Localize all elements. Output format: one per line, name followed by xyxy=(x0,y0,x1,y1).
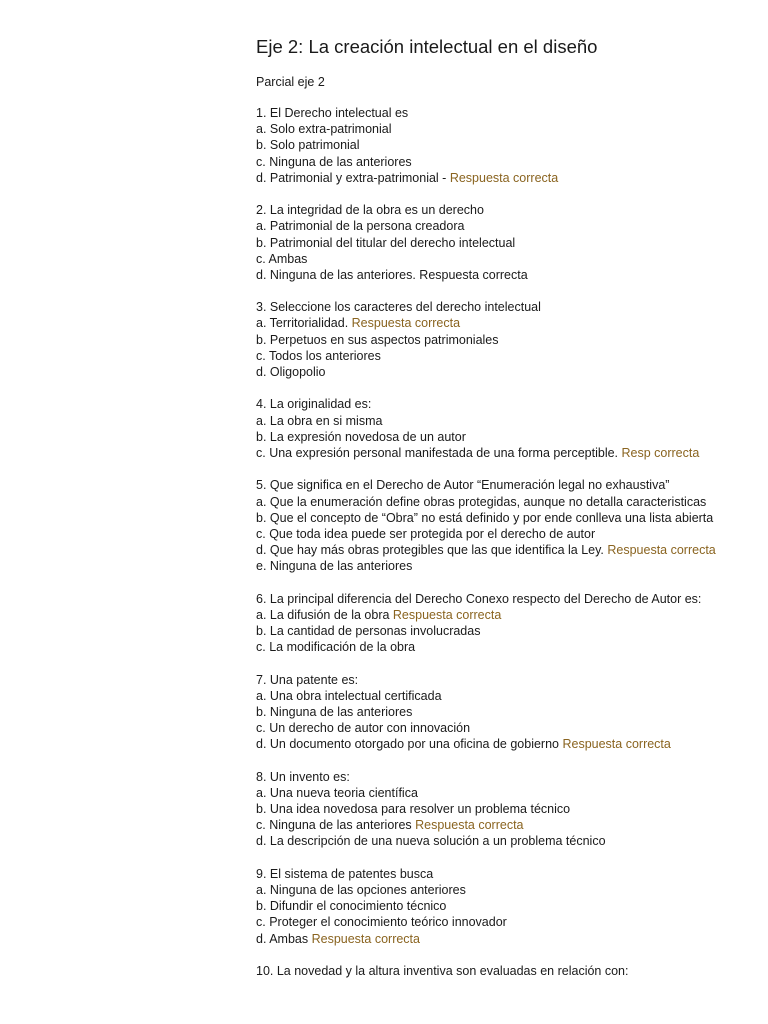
answer-option-text: a. Una nueva teoria científica xyxy=(256,785,418,800)
answer-option-text: a. Territorialidad. xyxy=(256,316,352,331)
answer-option xyxy=(256,315,756,331)
answer-option xyxy=(256,251,756,267)
question-block xyxy=(256,591,756,656)
question-list xyxy=(256,105,756,995)
answer-option xyxy=(256,914,756,930)
question-block xyxy=(256,866,756,947)
answer-option xyxy=(256,898,756,914)
answer-option xyxy=(256,785,756,801)
answer-option xyxy=(256,558,756,574)
answer-option xyxy=(256,332,756,348)
answer-option xyxy=(256,137,756,153)
answer-option-text: b. Perpetuos en sus aspectos patrimoniales xyxy=(256,332,499,347)
question-block xyxy=(256,202,756,283)
answer-option xyxy=(256,235,756,251)
answer-option-text: c. Una expresión personal manifestada de una forma perceptible. xyxy=(256,445,622,460)
answer-option-text: b. Una idea novedosa para resolver un problema técnico xyxy=(256,802,571,817)
answer-option xyxy=(256,801,756,817)
answer-option-text: d. Patrimonial y extra-patrimonial - xyxy=(256,170,450,185)
answer-option-text: c. La modificación de la obra xyxy=(256,640,416,655)
answer-option xyxy=(256,688,756,704)
question-text: 8. Un invento es: xyxy=(256,769,350,784)
question-text: 1. El Derecho intelectual es xyxy=(256,106,409,120)
answer-option-text: d. Que hay más obras protegibles que las que identifica la Ley. xyxy=(256,543,608,558)
answer-option-text: a. Que la enumeración define obras protegidas, aunque no detalla caracteristicas xyxy=(256,494,707,509)
correct-answer-tag: Respuesta correcta xyxy=(392,607,502,622)
question-block xyxy=(256,672,756,753)
question-text: 5. Que significa en el Derecho de Autor “Enumeración legal no exhaustiva” xyxy=(256,478,670,493)
answer-option-text: c. Ninguna de las anteriores xyxy=(256,154,412,169)
answer-option xyxy=(256,364,756,380)
answer-option-text: d. Oligopolio xyxy=(256,365,326,379)
answer-option-text: b. Que el concepto de “Obra” no está definido y por ende conlleva una lista abierta xyxy=(256,510,714,525)
answer-option xyxy=(256,526,756,542)
answer-option-text: b. Patrimonial del titular del derecho intelectual xyxy=(256,235,516,250)
answer-option-text: c. Proteger el conocimiento teórico innovador xyxy=(256,915,507,930)
answer-option-text: c. Ambas xyxy=(256,251,308,266)
answer-option-text: b. Solo patrimonial xyxy=(256,138,360,153)
question-text: 6. La principal diferencia del Derecho Conexo respecto del Derecho de Autor es: xyxy=(256,591,702,606)
answer-option xyxy=(256,639,756,655)
answer-option-text: c. Todos los anteriores xyxy=(256,348,381,363)
question-text: 9. El sistema de patentes busca xyxy=(256,866,434,881)
answer-option xyxy=(256,267,756,283)
answer-option xyxy=(256,882,756,898)
answer-option-text: c. Ninguna de las anteriores xyxy=(256,818,416,833)
question-text: 3. Seleccione los caracteres del derecho intelectual xyxy=(256,300,541,315)
answer-option-text: a. Una obra intelectual certificada xyxy=(256,688,442,703)
answer-option-text: b. La cantidad de personas involucradas xyxy=(256,624,481,638)
answer-option-text: e. Ninguna de las anteriores xyxy=(256,559,413,574)
answer-option xyxy=(256,413,756,429)
correct-answer-tag: Respuesta correcta xyxy=(562,737,671,752)
answer-option-text: b. Difundir el conocimiento técnico xyxy=(256,899,447,914)
answer-option-text: b. La expresión novedosa de un autor xyxy=(256,429,466,444)
question-text: 7. Una patente es: xyxy=(256,672,359,687)
answer-option xyxy=(256,704,756,720)
answer-option xyxy=(256,429,756,445)
answer-option xyxy=(256,445,756,461)
question-block xyxy=(256,769,756,850)
answer-option xyxy=(256,931,756,947)
answer-option xyxy=(256,348,756,364)
correct-answer-tag: Resp correcta xyxy=(621,445,700,460)
correct-answer-tag: Respuesta correcta xyxy=(351,316,461,331)
answer-option xyxy=(256,833,756,849)
question-block xyxy=(256,396,756,461)
answer-option-text: a. La obra en si misma xyxy=(256,413,383,428)
question-text: 10. La novedad y la altura inventiva son evaluadas en relación con: xyxy=(256,963,629,978)
answer-option-text: a. Patrimonial de la persona creadora xyxy=(256,219,465,234)
answer-option xyxy=(256,218,756,234)
answer-option-text: d. Ninguna de las anteriores. Respuesta correcta xyxy=(256,267,528,282)
answer-option xyxy=(256,542,756,558)
correct-answer-tag: Respuesta correcta xyxy=(607,543,716,558)
answer-option xyxy=(256,121,756,137)
answer-option xyxy=(256,817,756,833)
document-title: Eje 2: La creación intelectual en el diseño xyxy=(256,36,598,57)
question-block xyxy=(256,963,756,979)
correct-answer-tag: Respuesta correcta xyxy=(311,931,420,946)
answer-option-text: a. Ninguna de las opciones anteriores xyxy=(256,883,466,897)
answer-option-text: b. Ninguna de las anteriores xyxy=(256,704,413,719)
correct-answer-tag: Respuesta correcta xyxy=(415,818,524,833)
question-block xyxy=(256,105,756,186)
answer-option-text: c. Que toda idea puede ser protegida por el derecho de autor xyxy=(256,526,596,541)
answer-option xyxy=(256,720,756,736)
correct-answer-tag: Respuesta correcta xyxy=(449,170,559,185)
question-text: 4. La originalidad es: xyxy=(256,397,372,412)
answer-option xyxy=(256,736,756,752)
answer-option xyxy=(256,607,756,623)
answer-option-text: c. Un derecho de autor con innovación xyxy=(256,721,471,736)
answer-option xyxy=(256,494,756,510)
answer-option xyxy=(256,510,756,526)
question-block xyxy=(256,477,756,574)
answer-option-text: d. Ambas xyxy=(256,931,312,946)
question-text: 2. La integridad de la obra es un derecho xyxy=(256,203,484,218)
answer-option xyxy=(256,154,756,170)
document-subtitle: Parcial eje 2 xyxy=(256,75,325,89)
answer-option-text: a. La difusión de la obra xyxy=(256,607,393,622)
question-block xyxy=(256,299,756,380)
answer-option-text: d. Un documento otorgado por una oficina de gobierno xyxy=(256,737,563,752)
answer-option xyxy=(256,170,756,186)
answer-option xyxy=(256,623,756,639)
answer-option-text: d. La descripción de una nueva solución a un problema técnico xyxy=(256,834,606,849)
answer-option-text: a. Solo extra-patrimonial xyxy=(256,122,392,137)
